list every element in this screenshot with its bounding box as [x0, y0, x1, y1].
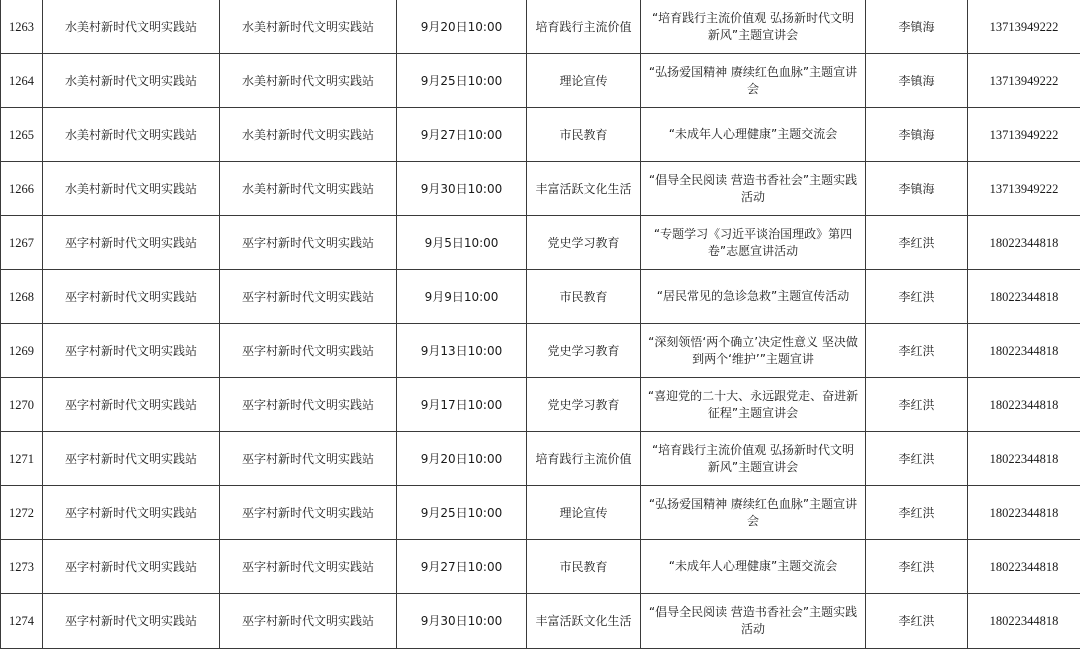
cell-time: 9月25日10:00	[397, 486, 527, 540]
cell-contact: 李红洪	[866, 324, 968, 378]
cell-sequence-number: 1267	[1, 216, 43, 270]
cell-venue: 巫字村新时代文明实践站	[220, 378, 397, 432]
cell-contact: 李镇海	[866, 54, 968, 108]
cell-venue: 巫字村新时代文明实践站	[220, 270, 397, 324]
cell-contact: 李红洪	[866, 540, 968, 594]
cell-sequence-number: 1264	[1, 54, 43, 108]
cell-contact: 李红洪	[866, 594, 968, 649]
cell-venue: 巫字村新时代文明实践站	[220, 216, 397, 270]
cell-phone: 18022344818	[968, 270, 1080, 324]
cell-venue: 水美村新时代文明实践站	[220, 54, 397, 108]
cell-time: 9月27日10:00	[397, 540, 527, 594]
cell-sequence-number: 1263	[1, 0, 43, 54]
cell-time: 9月9日10:00	[397, 270, 527, 324]
cell-category: 丰富活跃文化生活	[527, 162, 641, 216]
cell-phone: 18022344818	[968, 594, 1080, 649]
cell-phone: 18022344818	[968, 378, 1080, 432]
cell-sequence-number: 1274	[1, 594, 43, 649]
cell-time: 9月5日10:00	[397, 216, 527, 270]
cell-venue: 巫字村新时代文明实践站	[220, 432, 397, 486]
cell-phone: 18022344818	[968, 324, 1080, 378]
cell-time: 9月20日10:00	[397, 0, 527, 54]
cell-venue: 水美村新时代文明实践站	[220, 162, 397, 216]
table-row	[1, 216, 1080, 270]
cell-organizer: 巫字村新时代文明实践站	[43, 432, 220, 486]
cell-venue: 巫字村新时代文明实践站	[220, 540, 397, 594]
table-row	[1, 0, 1080, 54]
cell-category: 党史学习教育	[527, 216, 641, 270]
cell-sequence-number: 1270	[1, 378, 43, 432]
cell-contact: 李镇海	[866, 108, 968, 162]
cell-organizer: 水美村新时代文明实践站	[43, 162, 220, 216]
cell-sequence-number: 1272	[1, 486, 43, 540]
cell-category: 培育践行主流价值	[527, 0, 641, 54]
cell-sequence-number: 1265	[1, 108, 43, 162]
table-row	[1, 540, 1080, 594]
cell-phone: 18022344818	[968, 432, 1080, 486]
table-row	[1, 432, 1080, 486]
cell-phone: 13713949222	[968, 162, 1080, 216]
cell-phone: 18022344818	[968, 486, 1080, 540]
cell-topic: “倡导全民阅读 营造书香社会”主题实践活动	[641, 594, 866, 649]
cell-phone: 13713949222	[968, 108, 1080, 162]
cell-category: 培育践行主流价值	[527, 432, 641, 486]
table-row	[1, 270, 1080, 324]
cell-topic: “专题学习《习近平谈治国理政》第四卷”志愿宣讲活动	[641, 216, 866, 270]
cell-sequence-number: 1268	[1, 270, 43, 324]
cell-topic: “居民常见的急诊急救”主题宣传活动	[641, 270, 866, 324]
cell-contact: 李红洪	[866, 486, 968, 540]
cell-organizer: 水美村新时代文明实践站	[43, 0, 220, 54]
cell-time: 9月30日10:00	[397, 162, 527, 216]
cell-category: 市民教育	[527, 108, 641, 162]
table-row	[1, 54, 1080, 108]
table-row	[1, 594, 1080, 649]
cell-sequence-number: 1269	[1, 324, 43, 378]
cell-contact: 李红洪	[866, 270, 968, 324]
cell-topic: “喜迎党的二十大、永远跟党走、奋进新征程”主题宣讲会	[641, 378, 866, 432]
cell-time: 9月20日10:00	[397, 432, 527, 486]
table-row	[1, 324, 1080, 378]
cell-time: 9月27日10:00	[397, 108, 527, 162]
table-row	[1, 486, 1080, 540]
cell-time: 9月30日10:00	[397, 594, 527, 649]
cell-phone: 18022344818	[968, 216, 1080, 270]
cell-topic: “倡导全民阅读 营造书香社会”主题实践活动	[641, 162, 866, 216]
cell-topic: “培育践行主流价值观 弘扬新时代文明新风”主题宣讲会	[641, 0, 866, 54]
cell-phone: 18022344818	[968, 540, 1080, 594]
cell-topic: “未成年人心理健康”主题交流会	[641, 108, 866, 162]
cell-category: 市民教育	[527, 270, 641, 324]
cell-contact: 李镇海	[866, 0, 968, 54]
cell-organizer: 巫字村新时代文明实践站	[43, 540, 220, 594]
cell-phone: 13713949222	[968, 0, 1080, 54]
cell-sequence-number: 1273	[1, 540, 43, 594]
cell-venue: 水美村新时代文明实践站	[220, 0, 397, 54]
cell-time: 9月17日10:00	[397, 378, 527, 432]
cell-phone: 13713949222	[968, 54, 1080, 108]
cell-topic: “弘扬爱国精神 赓续红色血脉”主题宣讲会	[641, 486, 866, 540]
table-row	[1, 378, 1080, 432]
cell-category: 党史学习教育	[527, 324, 641, 378]
cell-contact: 李镇海	[866, 162, 968, 216]
cell-topic: “培育践行主流价值观 弘扬新时代文明新风”主题宣讲会	[641, 432, 866, 486]
cell-venue: 巫字村新时代文明实践站	[220, 486, 397, 540]
cell-contact: 李红洪	[866, 432, 968, 486]
cell-time: 9月25日10:00	[397, 54, 527, 108]
cell-sequence-number: 1266	[1, 162, 43, 216]
cell-organizer: 巫字村新时代文明实践站	[43, 324, 220, 378]
cell-topic: “深刻领悟‘两个确立’决定性意义 坚决做到两个‘维护’”主题宣讲	[641, 324, 866, 378]
cell-category: 理论宣传	[527, 54, 641, 108]
cell-category: 市民教育	[527, 540, 641, 594]
table-row	[1, 108, 1080, 162]
cell-topic: “未成年人心理健康”主题交流会	[641, 540, 866, 594]
cell-category: 理论宣传	[527, 486, 641, 540]
table-row	[1, 162, 1080, 216]
cell-contact: 李红洪	[866, 378, 968, 432]
cell-venue: 水美村新时代文明实践站	[220, 108, 397, 162]
cell-organizer: 巫字村新时代文明实践站	[43, 270, 220, 324]
cell-venue: 巫字村新时代文明实践站	[220, 324, 397, 378]
cell-organizer: 巫字村新时代文明实践站	[43, 486, 220, 540]
cell-organizer: 水美村新时代文明实践站	[43, 108, 220, 162]
cell-organizer: 巫字村新时代文明实践站	[43, 594, 220, 649]
cell-contact: 李红洪	[866, 216, 968, 270]
cell-category: 党史学习教育	[527, 378, 641, 432]
cell-organizer: 巫字村新时代文明实践站	[43, 378, 220, 432]
cell-sequence-number: 1271	[1, 432, 43, 486]
cell-category: 丰富活跃文化生活	[527, 594, 641, 649]
cell-topic: “弘扬爱国精神 赓续红色血脉”主题宣讲会	[641, 54, 866, 108]
cell-organizer: 水美村新时代文明实践站	[43, 54, 220, 108]
cell-venue: 巫字村新时代文明实践站	[220, 594, 397, 649]
cell-organizer: 巫字村新时代文明实践站	[43, 216, 220, 270]
cell-time: 9月13日10:00	[397, 324, 527, 378]
